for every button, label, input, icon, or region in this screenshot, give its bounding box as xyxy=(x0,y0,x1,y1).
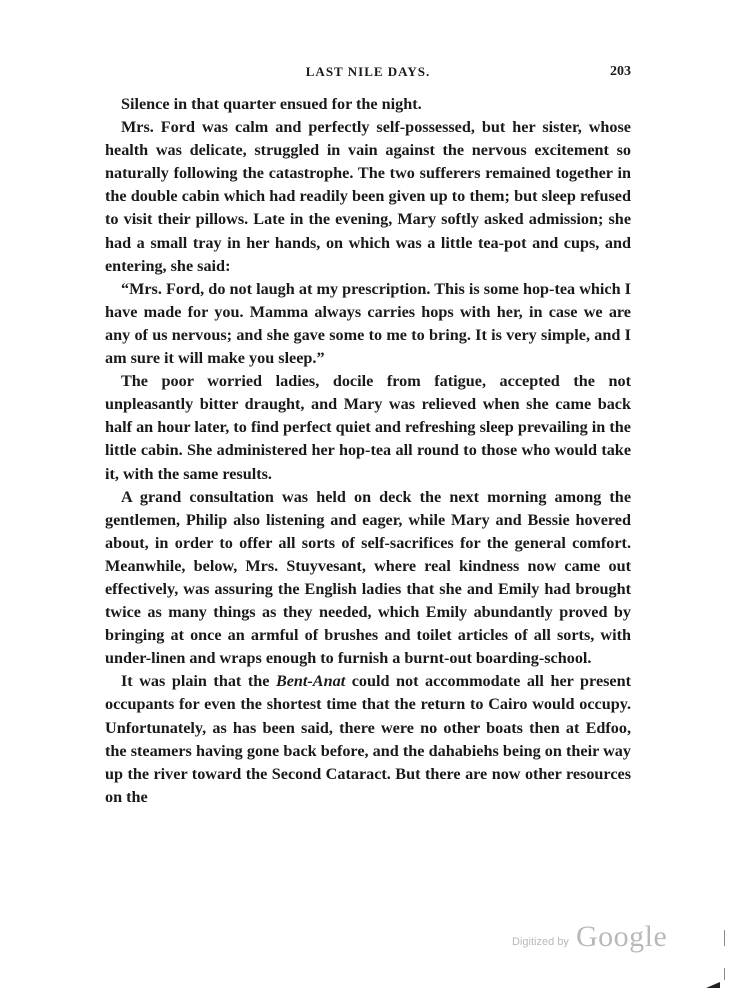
paragraph-1: Silence in that quarter ensued for the night. xyxy=(121,95,422,113)
scan-corner-mark xyxy=(706,982,720,988)
boat-name: Bent-Anat xyxy=(275,672,346,691)
running-head-title: LAST NILE DAYS. xyxy=(305,64,431,79)
scan-edge-mark xyxy=(724,930,725,946)
paragraph-3: “Mrs. Ford, do not laugh at my prescription. This is some hop-tea which I have made for you. Mamma always carries hops with her, in case we are any of us nervous; and she gave some to me to bring. It is very simple, and I am sure it will make you sleep.” xyxy=(105,279,631,368)
paragraph-6 xyxy=(105,670,631,809)
paragraph-5: A grand consultation was held on deck the next morning among the gentlemen, Philip also listening and eager, while Mary and Bessie hovered about, in order to offer all sorts of self-sacrifices for the general comfort. Meanwhile, below, Mrs. Stuyvesant, where real kindness now came out effectively, was assuring the English ladies that she and Emily had brought twice as many things as they needed, which Emily abundantly proved by bringing at once an armful of brushes and toilet articles of all sorts, with under-linen and wraps enough to furnish a burnt-out boarding-school. xyxy=(105,487,631,668)
scan-edge-mark xyxy=(724,968,725,980)
running-head xyxy=(105,64,631,86)
google-logo: Google xyxy=(576,920,668,953)
paragraph-6-lead: It was plain that the xyxy=(121,672,276,691)
digitized-watermark xyxy=(512,920,672,960)
watermark-prefix: Digitized by xyxy=(512,936,569,948)
page-number: 203 xyxy=(610,64,631,79)
body-text xyxy=(105,93,631,809)
paragraph-6-rest: could not accommodate all her present occupants for even the shortest time that the return to Cairo would occupy. Unfortunately, as has been said, there were no other boats then at Edfoo, the steamers having gone back before, and the dahabiehs being on their way up the river toward the Second Cataract. But there are now other resources on the xyxy=(105,672,632,806)
paragraph-4: The poor worried ladies, docile from fatigue, accepted the not unpleasantly bitter draught, and Mary was relieved when she came back half an hour later, to find perfect quiet and refreshing sleep prevailing in the little cabin. She administered her hop-tea all round to those who would take it, with the same results. xyxy=(105,372,631,483)
paragraph-2: Mrs. Ford was calm and perfectly self-possessed, but her sister, whose health was delicate, struggled in vain against the nervous excitement so naturally following the catastrophe. The two sufferers remained together in the double cabin which had readily been given up to them; but sleep refused to visit their pillows. Late in the evening, Mary softly asked admission; she had a small tray in her hands, on which was a little tea-pot and cups, and entering, she said: xyxy=(105,118,631,275)
